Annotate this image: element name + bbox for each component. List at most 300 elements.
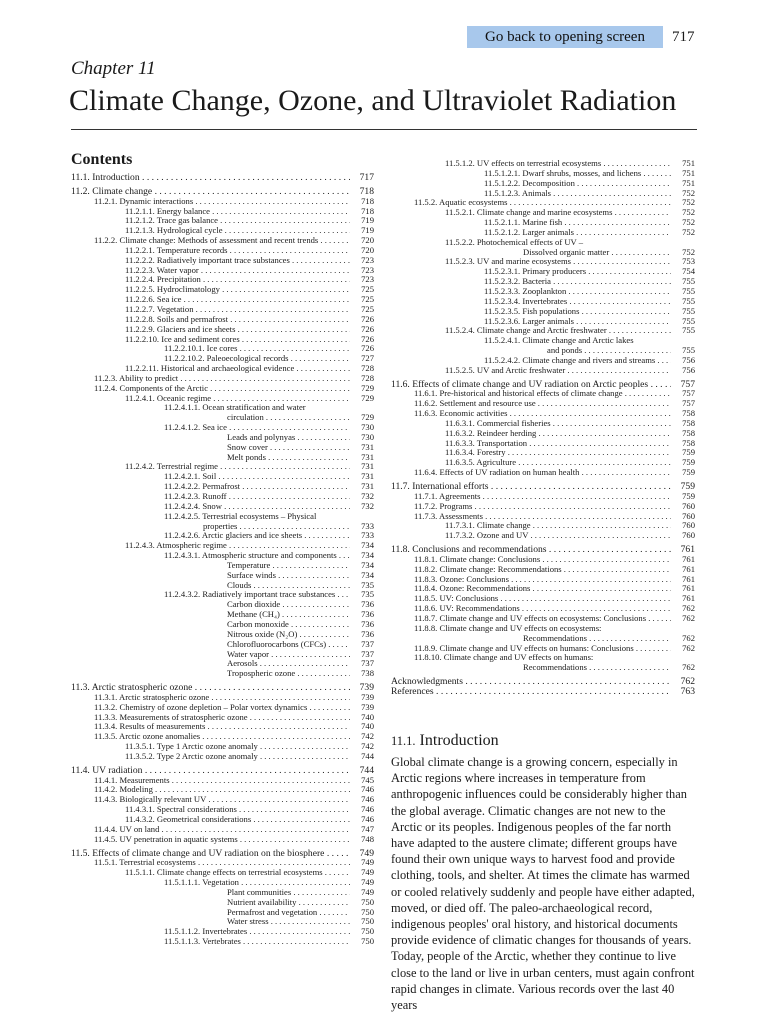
toc-entry-title: 11.8.5. UV: Conclusions . . . — [414, 594, 671, 604]
toc-entry[interactable] — [71, 462, 374, 472]
toc-entry-title: 11.6.3.2. Reindeer herding . . . — [445, 429, 671, 439]
toc-entry-page: 753 — [682, 256, 695, 267]
toc-entry-page: 749 — [361, 857, 374, 868]
toc-entry-page: 759 — [682, 490, 695, 501]
toc-entry[interactable] — [71, 354, 374, 364]
toc-entry[interactable] — [391, 634, 695, 644]
toc-entry-page: 759 — [682, 457, 695, 468]
toc-entry-page: 731 — [361, 461, 374, 472]
toc-entry[interactable] — [391, 614, 695, 624]
toc-entry-page: 739 — [361, 701, 374, 712]
toc-entry-page: 746 — [361, 814, 374, 824]
toc-entry[interactable] — [71, 766, 374, 776]
toc-entry-page: 731 — [361, 481, 374, 492]
toc-entry-page: 725 — [361, 284, 374, 295]
toc-entry-page: 746 — [361, 804, 374, 815]
toc-entry-page: 726 — [361, 323, 374, 334]
toc-entry[interactable] — [71, 908, 374, 918]
toc-entry-title: 11.4.1. Measurements . . . — [94, 776, 350, 786]
toc-entry-page: 762 — [682, 662, 695, 673]
toc-entry[interactable] — [391, 584, 695, 594]
toc-entry-title: 11.5.2. Aquatic ecosystems . . . — [414, 198, 671, 208]
toc-entry[interactable] — [391, 502, 695, 512]
toc-entry-page: 759 — [682, 447, 695, 458]
toc-entry[interactable] — [391, 248, 695, 258]
toc-entry-title: 11.3.4. Results of measurements . . . — [94, 722, 350, 732]
toc-entry[interactable] — [71, 795, 374, 805]
toc-entry-title: 11.8.6. UV: Recommendations . . . — [414, 604, 671, 614]
toc-entry[interactable] — [71, 722, 374, 732]
toc-entry-title: Acknowledgments . . . — [391, 677, 671, 687]
toc-entry[interactable] — [391, 677, 695, 687]
toc-entry-page: 761 — [682, 563, 695, 574]
toc-entry[interactable] — [391, 317, 695, 327]
toc-entry-page: 750 — [361, 906, 374, 917]
toc-entry-title: 11.5.1. Terrestrial ecosystems . . . — [94, 858, 350, 868]
toc-entry[interactable] — [71, 266, 374, 276]
toc-entry-page: 737 — [361, 648, 374, 659]
toc-entry-title: Temperature . . . — [227, 561, 350, 571]
toc-entry[interactable] — [71, 216, 374, 226]
go-back-button[interactable]: Go back to opening screen — [467, 26, 663, 48]
toc-entry[interactable] — [71, 531, 374, 541]
toc-entry[interactable] — [391, 663, 695, 673]
toc-entry[interactable] — [71, 917, 374, 927]
toc-entry-title: 11.5.1.2.1. Dwarf shrubs, mosses, and lichens . . . — [484, 169, 671, 179]
toc-entry[interactable] — [391, 604, 695, 614]
toc-entry[interactable] — [391, 468, 695, 478]
toc-entry[interactable] — [391, 399, 695, 409]
toc-entry[interactable] — [391, 687, 695, 697]
contents-heading: Contents — [71, 151, 133, 168]
toc-entry-title: 11.2.2.3. Water vapor . . . — [125, 266, 350, 276]
toc-entry-title: Snow cover . . . — [227, 443, 350, 453]
toc-entry[interactable] — [391, 531, 695, 541]
toc-entry-page: 734 — [361, 559, 374, 570]
toc-entry-page: 738 — [361, 668, 374, 679]
toc-entry[interactable] — [391, 307, 695, 317]
toc-entry-page: 723 — [361, 274, 374, 285]
toc-entry[interactable] — [71, 541, 374, 551]
toc-entry-page: 749 — [359, 847, 374, 859]
toc-entry[interactable] — [71, 295, 374, 305]
toc-entry-title: 11.1. Introduction . . . — [71, 173, 350, 183]
toc-entry-title: 11.8.3. Ozone: Conclusions . . . — [414, 575, 671, 585]
toc-entry-page: 755 — [682, 295, 695, 306]
toc-entry[interactable] — [71, 785, 374, 795]
toc-entry[interactable] — [71, 443, 374, 453]
toc-entry[interactable] — [391, 409, 695, 419]
toc-entry[interactable] — [391, 336, 695, 346]
toc-entry[interactable] — [71, 650, 374, 660]
top-bar — [0, 26, 768, 48]
toc-entry-title: 11.2.4.2.1. Soil . . . — [164, 472, 350, 482]
toc-entry[interactable] — [391, 555, 695, 565]
toc-entry[interactable] — [71, 315, 374, 325]
toc-entry-title: 11.8.9. Climate change and UV effects on humans: Conclusions . . . — [414, 644, 671, 654]
toc-entry[interactable] — [71, 815, 374, 825]
toc-entry-title: 11.5.2.4. Climate change and Arctic freshwater . . . — [445, 326, 671, 336]
toc-entry[interactable] — [71, 590, 374, 600]
toc-entry[interactable] — [71, 207, 374, 217]
toc-entry-title: 11.2.4.2.2. Permafrost . . . — [164, 482, 350, 492]
toc-entry[interactable] — [71, 600, 374, 610]
toc-entry-page: 718 — [361, 205, 374, 216]
toc-entry-page: 759 — [680, 481, 695, 492]
toc-entry-title: 11.7. International efforts . . . — [391, 482, 671, 492]
toc-entry[interactable] — [71, 502, 374, 512]
toc-entry[interactable] — [391, 492, 695, 502]
toc-entry-title: 11.3.2. Chemistry of ozone depletion – Polar vortex dynamics . . . — [94, 703, 350, 713]
toc-entry-title: 11.3. Arctic stratospheric ozone . . . — [71, 683, 350, 693]
toc-entry-page: 734 — [361, 569, 374, 580]
toc-entry[interactable] — [391, 565, 695, 575]
toc-entry-title: 11.2.2. Climate change: Methods of assessment and recent trends . . . — [94, 236, 350, 246]
toc-entry[interactable] — [71, 433, 374, 443]
toc-entry-page: 761 — [680, 544, 695, 556]
toc-entry-title: 11.8.4. Ozone: Recommendations . . . — [414, 584, 671, 594]
toc-entry-title: 11.4.3.2. Geometrical considerations . . . — [125, 815, 350, 825]
toc-entry-title: 11.2.4.3.1. Atmospheric structure and components . . . — [164, 551, 350, 561]
toc-entry[interactable] — [391, 228, 695, 238]
toc-entry-page: 758 — [682, 437, 695, 448]
toc-entry[interactable] — [71, 453, 374, 463]
toc-entry[interactable] — [391, 356, 695, 366]
toc-entry-title: 11.2.2.4. Precipitation . . . — [125, 275, 350, 285]
toc-entry[interactable] — [71, 732, 374, 742]
toc-entry-page: 719 — [361, 225, 374, 236]
toc-entry[interactable] — [71, 173, 374, 183]
toc-entry-page: 762 — [682, 632, 695, 643]
toc-entry-title: 11.2.1. Dynamic interactions . . . — [94, 197, 350, 207]
toc-entry-page: 755 — [682, 345, 695, 356]
toc-entry-title: 11.2.2.6. Sea ice . . . — [125, 295, 350, 305]
toc-entry-page: 760 — [682, 500, 695, 511]
toc-entry[interactable] — [391, 380, 695, 390]
toc-entry[interactable] — [71, 776, 374, 786]
toc-entry[interactable] — [391, 287, 695, 297]
toc-entry-title: 11.5.1.2. UV effects on terrestrial ecosystems . . . — [445, 159, 671, 169]
toc-entry-title: Tropospheric ozone . . . — [227, 669, 350, 679]
toc-entry-title: References . . . — [391, 687, 671, 697]
toc-entry-page: 750 — [361, 926, 374, 937]
toc-entry[interactable] — [391, 189, 695, 199]
toc-entry-title: Recommendations . . . — [523, 663, 671, 673]
toc-entry[interactable] — [71, 394, 374, 404]
toc-entry[interactable] — [391, 512, 695, 522]
toc-entry[interactable] — [391, 575, 695, 585]
toc-entry-page: 737 — [361, 638, 374, 649]
toc-entry-page: 761 — [682, 593, 695, 604]
page-number: 717 — [672, 29, 695, 45]
toc-entry[interactable] — [391, 624, 695, 634]
toc-entry[interactable] — [391, 644, 695, 654]
toc-entry[interactable] — [391, 346, 695, 356]
toc-entry-title: 11.5.1.1.3. Vertebrates . . . — [164, 937, 350, 947]
toc-entry[interactable] — [71, 403, 374, 413]
toc-entry-page: 758 — [682, 427, 695, 438]
toc-entry-title: 11.5.2.4.1. Climate change and Arctic lakes — [484, 336, 634, 346]
toc-entry[interactable] — [391, 419, 695, 429]
toc-entry[interactable] — [71, 423, 374, 433]
toc-entry-title: 11.2.2.1. Temperature records . . . — [125, 246, 350, 256]
toc-entry-page: 755 — [682, 315, 695, 326]
toc-entry[interactable] — [71, 246, 374, 256]
toc-entry-title: 11.5.2.1. Climate change and marine ecosystems . . . — [445, 208, 671, 218]
toc-entry[interactable] — [71, 226, 374, 236]
toc-entry[interactable] — [71, 825, 374, 835]
toc-entry-title: 11.3.5.1. Type 1 Arctic ozone anomaly . . . — [125, 742, 350, 752]
toc-entry-title: 11.5. Effects of climate change and UV radiation on the biosphere . . . — [71, 849, 350, 859]
toc-entry-page: 761 — [682, 553, 695, 564]
toc-entry[interactable] — [391, 297, 695, 307]
toc-entry[interactable] — [71, 659, 374, 669]
title-divider — [71, 129, 697, 130]
toc-entry-page: 740 — [361, 721, 374, 732]
toc-entry[interactable] — [71, 551, 374, 561]
toc-entry[interactable] — [71, 482, 374, 492]
toc-entry-page: 758 — [682, 417, 695, 428]
toc-entry-title: 11.4. UV radiation . . . — [71, 766, 350, 776]
toc-entry[interactable] — [71, 878, 374, 888]
toc-entry-title: 11.3.1. Arctic stratospheric ozone . . . — [94, 693, 350, 703]
toc-entry[interactable] — [71, 236, 374, 246]
toc-entry-title: Leads and polynyas . . . — [227, 433, 350, 443]
toc-entry-title: 11.6.1. Pre-historical and historical effects of climate change . . . — [414, 389, 671, 399]
toc-entry[interactable] — [71, 703, 374, 713]
toc-entry-page: 727 — [361, 353, 374, 364]
toc-entry[interactable] — [71, 197, 374, 207]
toc-entry[interactable] — [71, 858, 374, 868]
toc-entry[interactable] — [71, 610, 374, 620]
toc-entry-title: 11.2.2.8. Soils and permafrost . . . — [125, 315, 350, 325]
toc-entry[interactable] — [71, 561, 374, 571]
toc-entry-page: 728 — [361, 372, 374, 383]
toc-entry[interactable] — [391, 429, 695, 439]
toc-entry-page: 731 — [361, 451, 374, 462]
toc-entry-page: 752 — [682, 226, 695, 237]
toc-entry[interactable] — [71, 937, 374, 947]
toc-entry-page: 762 — [680, 676, 695, 688]
toc-entry[interactable] — [71, 285, 374, 295]
toc-entry[interactable] — [391, 257, 695, 267]
toc-entry[interactable] — [71, 713, 374, 723]
toc-entry-title: 11.3.5.2. Type 2 Arctic ozone anomaly . . . — [125, 752, 350, 762]
toc-entry-page: 717 — [359, 172, 374, 183]
section-heading-introduction — [391, 732, 499, 750]
toc-entry-page: 723 — [361, 264, 374, 275]
toc-entry[interactable] — [391, 277, 695, 287]
toc-entry[interactable] — [391, 198, 695, 208]
toc-entry[interactable] — [71, 325, 374, 335]
toc-entry-title: circulation . . . — [227, 413, 350, 423]
toc-entry-page: 726 — [361, 333, 374, 344]
toc-entry[interactable] — [71, 640, 374, 650]
toc-entry[interactable] — [391, 521, 695, 531]
section-title: Introduction — [419, 732, 499, 749]
toc-entry-page: 725 — [361, 303, 374, 314]
toc-entry-title: 11.2.4.2.3. Runoff . . . — [164, 492, 350, 502]
toc-entry-page: 734 — [361, 540, 374, 551]
toc-entry-page: 728 — [361, 363, 374, 374]
toc-entry-page: 755 — [682, 305, 695, 316]
toc-entry-title: 11.2.4.2. Terrestrial regime . . . — [125, 462, 350, 472]
toc-entry[interactable] — [71, 364, 374, 374]
toc-entry[interactable] — [71, 492, 374, 502]
toc-entry-title: 11.6.3.1. Commercial fisheries . . . — [445, 419, 671, 429]
toc-entry-title: 11.3.5. Arctic ozone anomalies . . . — [94, 732, 350, 742]
toc-entry-title: 11.5.1.2.2. Decomposition . . . — [484, 179, 671, 189]
toc-entry[interactable] — [391, 169, 695, 179]
toc-entry[interactable] — [71, 835, 374, 845]
toc-entry-page: 763 — [680, 685, 695, 697]
toc-entry-page: 736 — [361, 599, 374, 610]
toc-entry-title: Dissolved organic matter . . . — [523, 248, 671, 258]
toc-entry[interactable] — [71, 344, 374, 354]
toc-entry[interactable] — [71, 620, 374, 630]
toc-entry-title: 11.2.3. Ability to predict . . . — [94, 374, 350, 384]
toc-entry-page: 720 — [361, 235, 374, 246]
toc-entry-title: 11.2.1.3. Hydrological cycle . . . — [125, 226, 350, 236]
toc-entry[interactable] — [391, 458, 695, 468]
toc-entry[interactable] — [71, 898, 374, 908]
toc-entry-title: 11.5.2.1.2. Larger animals . . . — [484, 228, 671, 238]
toc-right-column — [391, 159, 695, 697]
toc-entry[interactable] — [71, 413, 374, 423]
toc-entry-page: 726 — [361, 343, 374, 354]
toc-entry-title: properties . . . — [203, 522, 350, 532]
toc-entry-title: 11.4.5. UV penetration in aquatic systems . . . — [94, 835, 350, 845]
toc-entry-page: 762 — [682, 642, 695, 653]
toc-entry-page: 760 — [682, 520, 695, 531]
toc-entry[interactable] — [71, 571, 374, 581]
toc-entry-title: Clouds . . . — [227, 581, 350, 591]
toc-entry-title: 11.2.2.5. Hydroclimatology . . . — [125, 285, 350, 295]
toc-entry[interactable] — [391, 326, 695, 336]
toc-entry[interactable] — [391, 482, 695, 492]
toc-entry-title: 11.5.1.1.2. Invertebrates . . . — [164, 927, 350, 937]
toc-entry[interactable] — [71, 742, 374, 752]
toc-entry-page: 737 — [361, 658, 374, 669]
toc-entry[interactable] — [71, 868, 374, 878]
toc-entry[interactable] — [71, 472, 374, 482]
toc-entry[interactable] — [71, 187, 374, 197]
toc-entry-title: 11.2.4.1.1. Ocean stratification and water — [164, 403, 306, 413]
toc-entry[interactable] — [71, 522, 374, 532]
toc-entry-page: 749 — [361, 867, 374, 878]
chapter-label: Chapter 11 — [71, 58, 156, 79]
toc-entry-title: 11.6.3.3. Transportation . . . — [445, 439, 671, 449]
toc-entry[interactable] — [71, 669, 374, 679]
toc-entry-page: 752 — [682, 217, 695, 228]
toc-entry-page: 750 — [361, 896, 374, 907]
toc-entry-page: 759 — [682, 467, 695, 478]
toc-entry-page: 751 — [682, 177, 695, 188]
toc-entry[interactable] — [391, 159, 695, 169]
toc-entry[interactable] — [391, 389, 695, 399]
toc-entry[interactable] — [391, 218, 695, 228]
toc-entry[interactable] — [391, 545, 695, 555]
toc-entry-page: 754 — [682, 266, 695, 277]
toc-entry-title: Permafrost and vegetation . . . — [227, 908, 350, 918]
toc-entry[interactable] — [391, 208, 695, 218]
toc-entry-title: 11.5.2.3.6. Larger animals . . . — [484, 317, 671, 327]
toc-entry-title: 11.2.4.1. Oceanic regime . . . — [125, 394, 350, 404]
toc-entry[interactable] — [391, 439, 695, 449]
toc-entry[interactable] — [71, 512, 374, 522]
toc-entry-page: 732 — [361, 500, 374, 511]
toc-entry-title: 11.6. Effects of climate change and UV radiation on Arctic peoples . . . — [391, 380, 671, 390]
toc-entry-title: 11.6.2. Settlement and resource use . . . — [414, 399, 671, 409]
toc-entry-page: 742 — [361, 741, 374, 752]
toc-entry-title: 11.5.2.3. UV and marine ecosystems . . . — [445, 257, 671, 267]
toc-entry[interactable] — [71, 693, 374, 703]
toc-entry-title: 11.7.3.1. Climate change . . . — [445, 521, 671, 531]
toc-entry[interactable] — [391, 594, 695, 604]
toc-entry[interactable] — [71, 927, 374, 937]
toc-entry[interactable] — [71, 256, 374, 266]
toc-entry[interactable] — [71, 888, 374, 898]
toc-entry[interactable] — [391, 267, 695, 277]
toc-entry[interactable] — [391, 238, 695, 248]
toc-entry-title: 11.2.1.2. Trace gas balance . . . — [125, 216, 350, 226]
toc-entry-title: 11.2.2.2. Radiatively important trace substances . . . — [125, 256, 350, 266]
toc-entry-title: 11.2.2.10.2. Paleoecological records . . . — [164, 354, 350, 364]
toc-entry[interactable] — [391, 366, 695, 376]
toc-entry[interactable] — [71, 305, 374, 315]
toc-entry-title: 11.4.2. Modeling . . . — [94, 785, 350, 795]
toc-entry-page: 725 — [361, 294, 374, 305]
page-title: Climate Change, Ozone, and Ultraviolet Radiation — [69, 84, 677, 117]
toc-entry[interactable] — [71, 683, 374, 693]
toc-entry-title: Nitrous oxide (N₂O) . . . — [227, 630, 350, 640]
toc-entry[interactable] — [391, 179, 695, 189]
toc-entry[interactable] — [71, 849, 374, 859]
toc-entry[interactable] — [71, 752, 374, 762]
toc-entry[interactable] — [71, 374, 374, 384]
toc-entry-title: 11.5.2.2. Photochemical effects of UV – — [445, 237, 584, 247]
toc-entry-title: 11.5.2.3.3. Zooplankton . . . — [484, 287, 671, 297]
toc-entry-page: 718 — [361, 195, 374, 206]
toc-entry-title: 11.5.2.3.1. Primary producers . . . — [484, 267, 671, 277]
toc-entry[interactable] — [391, 653, 695, 663]
toc-entry-title: 11.2.4.2.5. Terrestrial ecosystems – Physical — [164, 511, 317, 521]
toc-entry[interactable] — [391, 448, 695, 458]
toc-entry-title: 11.2.1.1. Energy balance . . . — [125, 207, 350, 217]
toc-entry[interactable] — [71, 581, 374, 591]
toc-entry[interactable] — [71, 335, 374, 345]
toc-entry[interactable] — [71, 805, 374, 815]
toc-entry-page: 752 — [682, 207, 695, 218]
toc-entry-page: 757 — [682, 398, 695, 409]
toc-entry-page: 739 — [359, 682, 374, 694]
toc-entry-title: Chlorofluorocarbons (CFCs) . . . — [227, 640, 350, 650]
toc-entry[interactable] — [71, 275, 374, 285]
toc-entry-page: 756 — [682, 364, 695, 375]
toc-entry[interactable] — [71, 630, 374, 640]
toc-entry-title: Carbon monoxide . . . — [227, 620, 350, 630]
toc-entry-title: 11.2.2.10.1. Ice cores . . . — [164, 344, 350, 354]
toc-entry-title: 11.5.2.4.2. Climate change and rivers and streams . . . — [484, 356, 671, 366]
toc-entry-page: 730 — [361, 431, 374, 442]
toc-entry-title: 11.6.3.5. Agriculture . . . — [445, 458, 671, 468]
toc-left-column — [71, 173, 374, 947]
section-number: 11.1. — [391, 734, 416, 748]
toc-entry[interactable] — [71, 384, 374, 394]
toc-entry-page: 757 — [682, 388, 695, 399]
toc-entry-page: 719 — [361, 215, 374, 226]
toc-entry-title: 11.2.2.9. Glaciers and ice sheets . . . — [125, 325, 350, 335]
